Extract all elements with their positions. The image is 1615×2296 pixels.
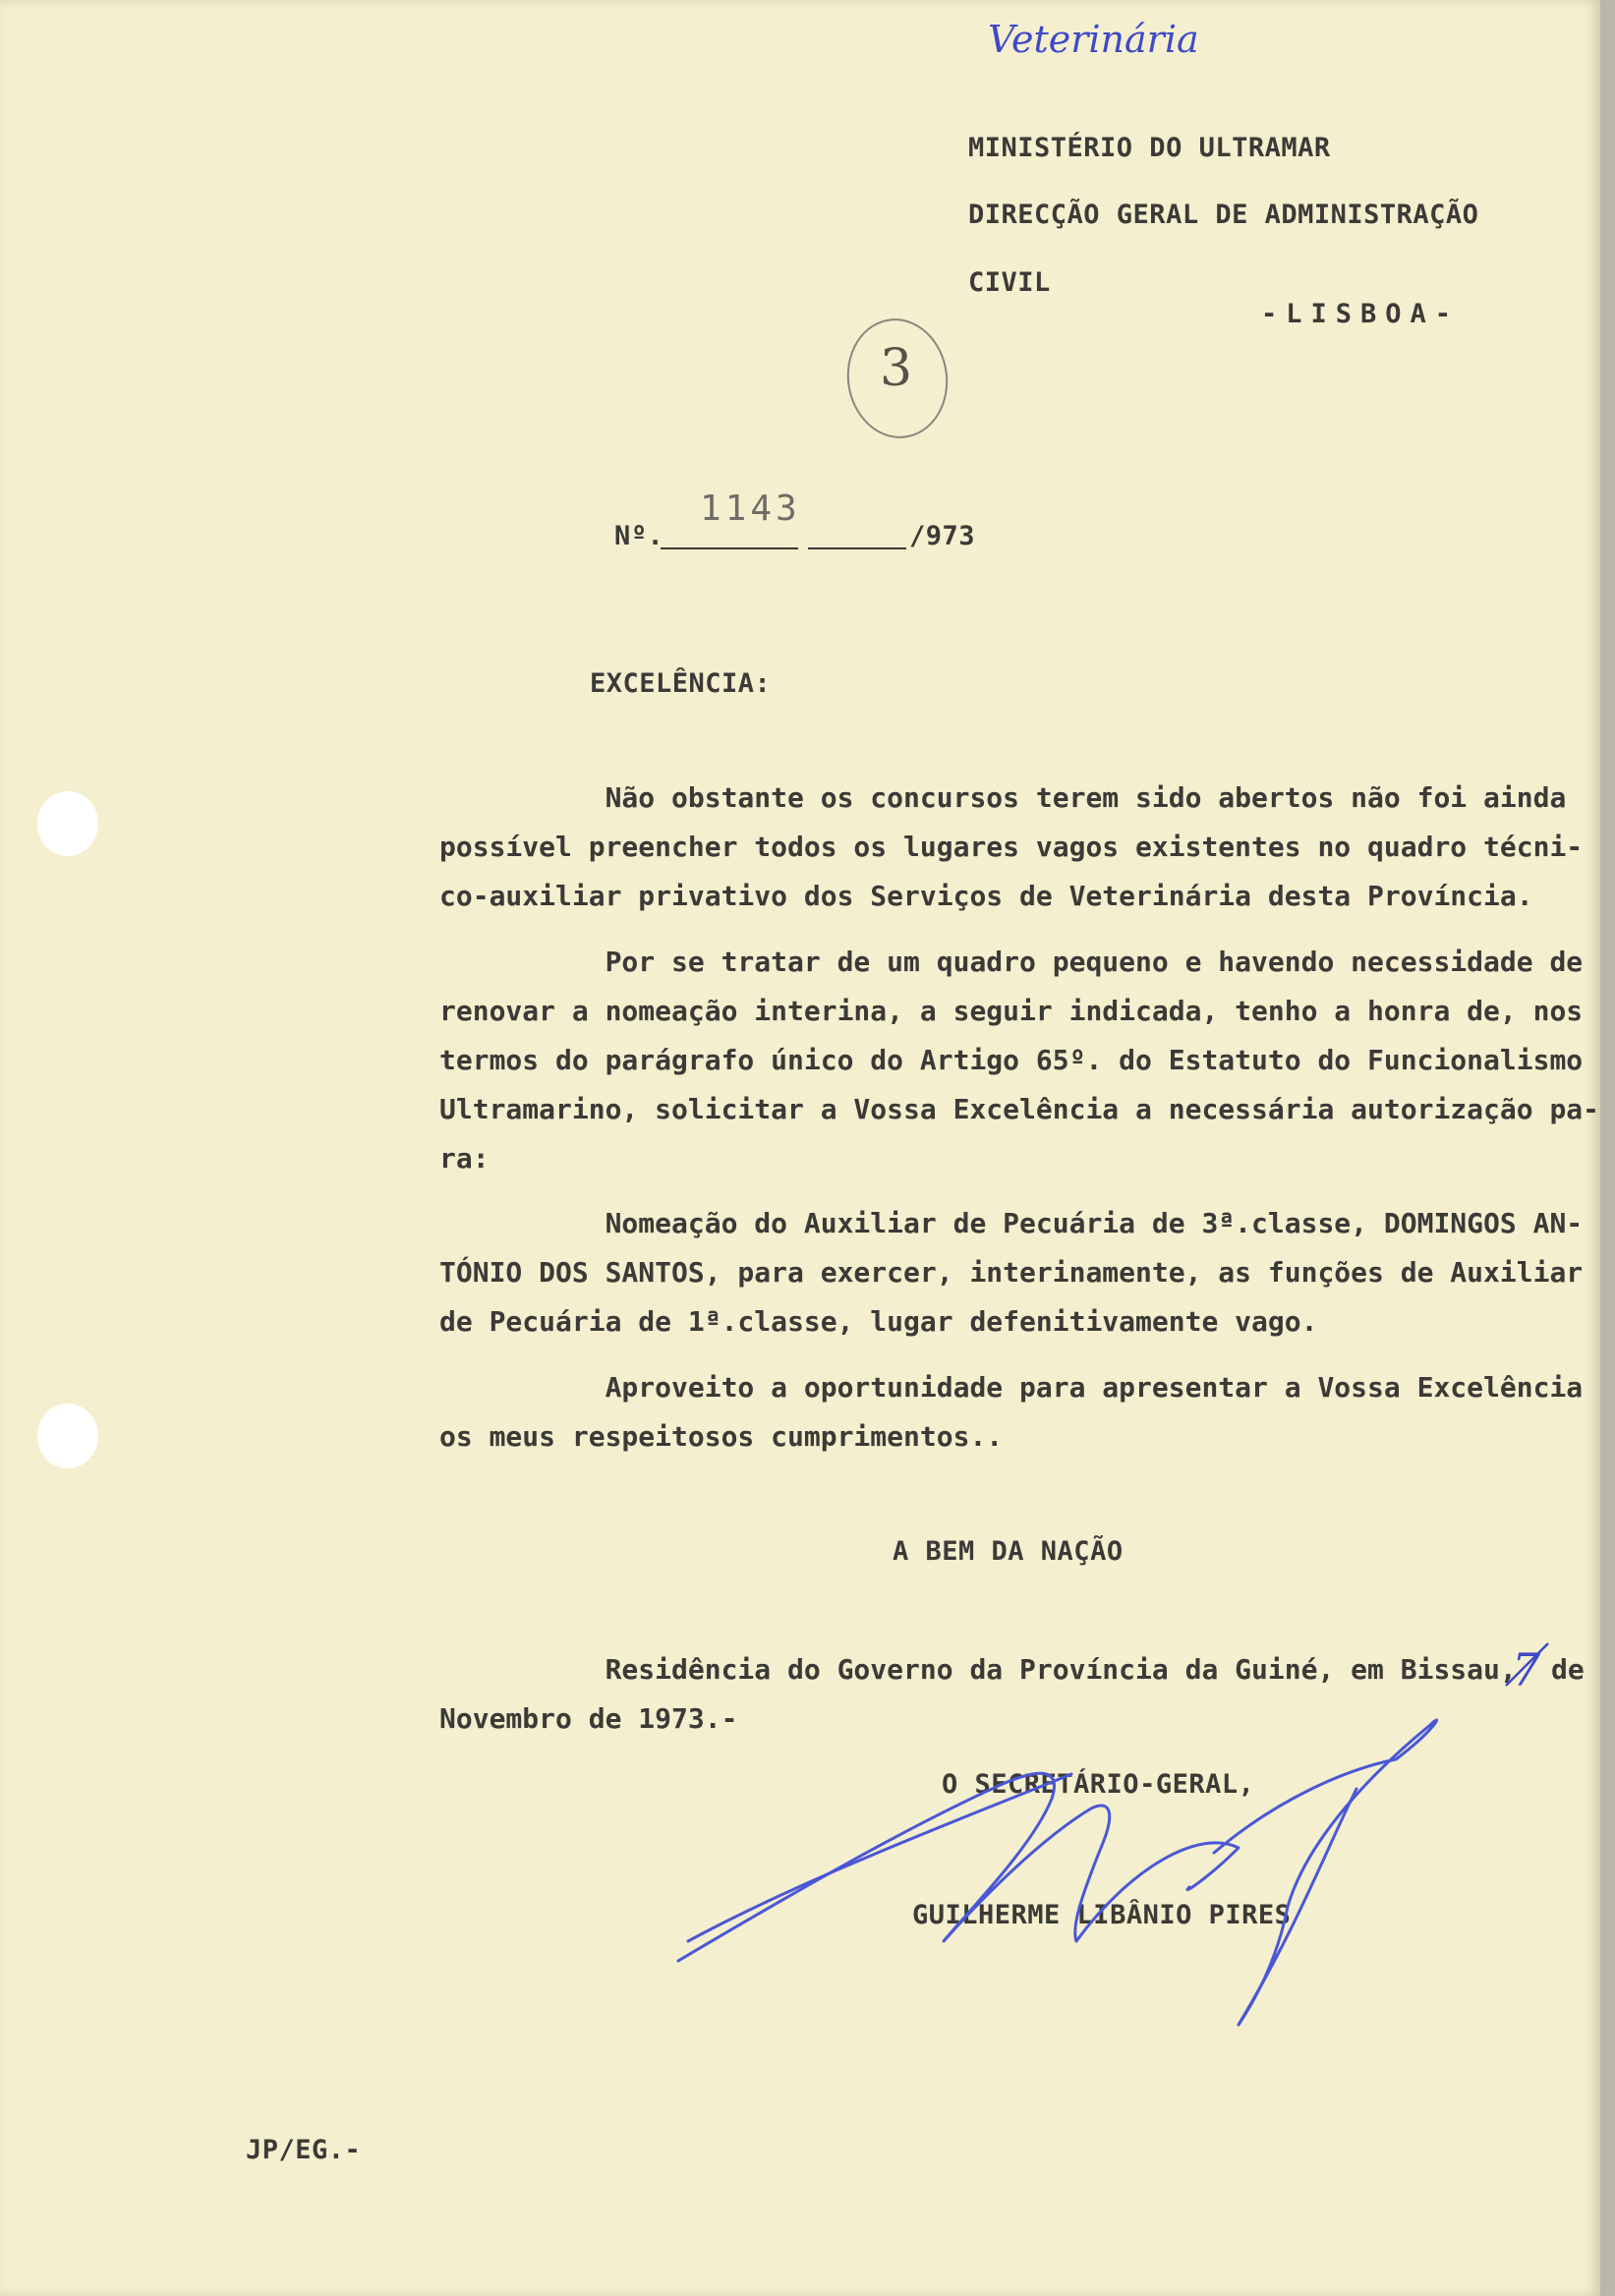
- addressee-city: -LISBOA-: [1261, 299, 1461, 329]
- body-line: Não obstante os concursos terem sido abertos não foi ainda: [439, 781, 1567, 814]
- reference-year: /973: [909, 521, 976, 551]
- body-line: os meus respeitosos cumprimentos..: [439, 1420, 1004, 1453]
- body-line: Ultramarino, solicitar a Vossa Excelência a necessária autorização pa-: [439, 1093, 1600, 1125]
- folio-number: 3: [880, 339, 913, 398]
- body-line: possível preencher todos os lugares vagos existentes no quadro técni-: [439, 831, 1584, 863]
- addressee-civil: CIVIL: [968, 267, 1051, 298]
- body-line: de Pecuária de 1ª.classe, lugar defenitivamente vago.: [439, 1305, 1318, 1338]
- addressee-directorate: DIRECÇÃO GERAL DE ADMINISTRAÇÃO: [968, 200, 1479, 230]
- signatory-name: GUILHERME LIBÂNIO PIRES: [912, 1900, 1292, 1930]
- body-line: ra:: [439, 1142, 490, 1175]
- closing-motto: A BEM DA NAÇÃO: [893, 1536, 1124, 1567]
- body-line: TÓNIO DOS SANTOS, para exercer, interinamente, as funções de Auxiliar: [439, 1256, 1584, 1289]
- place-date-line: Residência do Governo da Província da Guiné, em Bissau,: [439, 1653, 1517, 1686]
- typist-initials: JP/EG.-: [246, 2135, 362, 2165]
- body-line: co-auxiliar privativo dos Serviços de Veterinária desta Província.: [439, 880, 1533, 912]
- reference-number: 1143: [700, 488, 801, 529]
- date-line: Novembro de 1973.-: [439, 1702, 738, 1735]
- signatory-title: O SECRETÁRIO-GERAL,: [942, 1769, 1255, 1800]
- handwritten-annotation-veterinaria: Veterinária: [988, 18, 1199, 61]
- salutation: EXCELÊNCIA:: [590, 668, 772, 699]
- addressee-ministry: MINISTÉRIO DO ULTRAMAR: [968, 133, 1331, 163]
- date-day-handwritten: 7: [1512, 1643, 1541, 1696]
- place-date-line-end: de: [1551, 1653, 1585, 1686]
- reference-prefix: Nº.: [614, 521, 664, 551]
- body-line: termos do parágrafo único do Artigo 65º. do Estatuto do Funcionalismo: [439, 1044, 1584, 1076]
- body-line: Nomeação do Auxiliar de Pecuária de 3ª.classe, DOMINGOS AN-: [439, 1207, 1584, 1239]
- body-line: Por se tratar de um quadro pequeno e havendo necessidade de: [439, 946, 1584, 978]
- body-line: Aproveito a oportunidade para apresentar a Vossa Excelência: [439, 1371, 1584, 1404]
- body-line: renovar a nomeação interina, a seguir indicada, tenho a honra de, nos: [439, 995, 1584, 1027]
